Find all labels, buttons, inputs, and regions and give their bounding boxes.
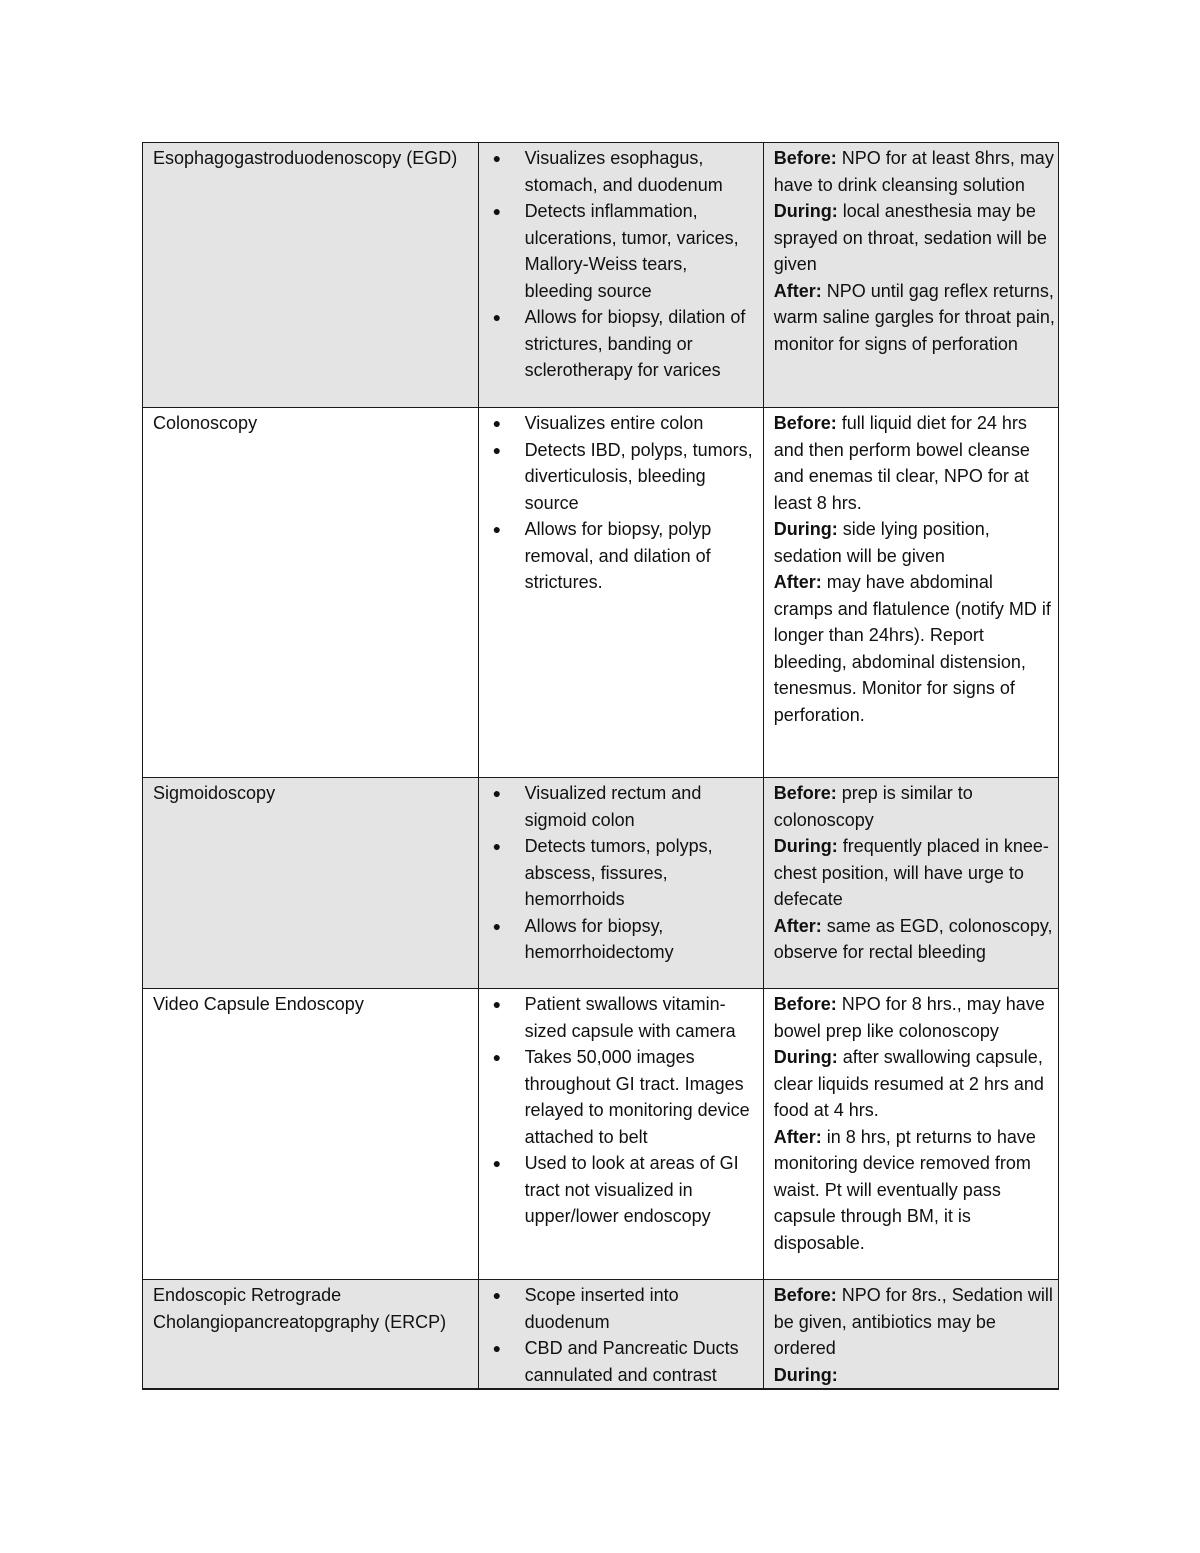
- bullet-icon: ●: [492, 1340, 502, 1356]
- findings-cell: [478, 408, 763, 778]
- findings-list: [479, 1282, 763, 1388]
- after-text: same as EGD, colonoscopy, observe for rectal bleeding: [773, 915, 1053, 962]
- during-text: side lying position, sedation will be given: [773, 519, 990, 566]
- during-label: During:: [773, 1047, 838, 1067]
- findings-list: [479, 145, 763, 384]
- before-text: NPO for 8 hrs., may have bowel prep like colonoscopy: [773, 994, 1045, 1041]
- procedure-name-cell: [143, 408, 479, 778]
- procedure-name: Esophagogastroduodenoscopy (EGD): [153, 148, 458, 168]
- findings-list: [479, 780, 763, 966]
- after-label: After:: [773, 915, 822, 936]
- table-row: [143, 1280, 1059, 1390]
- bullet-icon: ●: [492, 996, 502, 1012]
- before-line: [774, 145, 1056, 198]
- during-text: local anesthesia may be sprayed on throat, sedation will be given: [773, 201, 1047, 274]
- procedure-name: Video Capsule Endoscopy: [153, 994, 364, 1014]
- after-text: in 8 hrs, pt returns to have monitoring device removed from waist. Pt will eventually pass capsule through BM, it is disposable.: [773, 1126, 1036, 1253]
- during-line: [774, 198, 1056, 278]
- during-line: [774, 833, 1056, 913]
- before-line: [774, 780, 1056, 833]
- finding-text: Detects inflammation, ulcerations, tumor, varices, Mallory-Weiss tears, bleeding source: [524, 201, 739, 301]
- finding-text: Scope inserted into duodenum: [524, 1285, 679, 1332]
- after-text: may have abdominal cramps and flatulence (notify MD if longer than 24hrs). Report bleeding, abdominal distension, tenesmus. Monitor for signs of perforation.: [773, 572, 1051, 725]
- bullet-icon: ●: [492, 1287, 502, 1303]
- during-line: [774, 1044, 1056, 1124]
- finding-text: Detects IBD, polyps, tumors, diverticulosis, bleeding source: [524, 439, 753, 513]
- bullet-icon: ●: [492, 917, 502, 934]
- before-label: Before:: [773, 1285, 837, 1305]
- during-text: after swallowing capsule, clear liquids resumed at 2 hrs and food at 4 hrs.: [773, 1047, 1044, 1120]
- before-text: NPO for 8rs., Sedation will be given, antibiotics may be ordered: [773, 1285, 1053, 1358]
- before-text: prep is similar to colonoscopy: [773, 783, 973, 830]
- findings-cell: [478, 1280, 763, 1390]
- list-item: [479, 145, 763, 198]
- findings-list: [479, 991, 763, 1230]
- bullet-icon: ●: [492, 150, 502, 166]
- list-item: [479, 198, 763, 304]
- finding-text: Patient swallows vitamin-sized capsule with camera: [524, 994, 736, 1041]
- list-item: [479, 437, 763, 517]
- table-row: [143, 408, 1059, 778]
- bullet-icon: ●: [492, 309, 502, 325]
- before-label: Before:: [773, 994, 837, 1014]
- after-label: After:: [773, 280, 822, 301]
- finding-text: Used to look at areas of GI tract not visualized in upper/lower endoscopy: [524, 1153, 739, 1226]
- care-cell: [763, 778, 1058, 989]
- during-text: frequently placed in knee-chest position, will have urge to defecate: [773, 836, 1049, 909]
- before-label: Before:: [773, 148, 837, 168]
- list-item: [479, 780, 763, 833]
- bullet-icon: ●: [492, 1155, 502, 1171]
- after-text: NPO until gag reflex returns, warm saline gargles for throat pain, monitor for signs of perforation: [773, 280, 1055, 354]
- before-text: NPO for at least 8hrs, may have to drink cleansing solution: [773, 148, 1054, 195]
- table-row: [143, 989, 1059, 1280]
- list-item: [479, 991, 763, 1044]
- bullet-icon: ●: [492, 521, 502, 537]
- list-item: [479, 516, 763, 596]
- during-label: During:: [773, 201, 838, 221]
- table-row: [143, 143, 1059, 408]
- after-line: [774, 913, 1056, 966]
- before-label: Before:: [773, 413, 837, 433]
- bullet-icon: ●: [492, 838, 502, 854]
- findings-cell: [478, 143, 763, 408]
- finding-text: Allows for biopsy, dilation of strictures, banding or sclerotherapy for varices: [524, 307, 746, 380]
- care-cell: [763, 989, 1058, 1280]
- after-line: [774, 1124, 1056, 1257]
- after-label: After:: [773, 572, 822, 592]
- findings-cell: [478, 989, 763, 1280]
- list-item: [479, 410, 763, 437]
- before-text: full liquid diet for 24 hrs and then perform bowel cleanse and enemas til clear, NPO for at least 8 hrs.: [773, 413, 1030, 513]
- findings-cell: [478, 778, 763, 989]
- list-item: [479, 1282, 763, 1335]
- care-cell: [763, 1280, 1058, 1390]
- during-line: [774, 1362, 1056, 1389]
- table-row: [143, 778, 1059, 989]
- list-item: [479, 1150, 763, 1230]
- list-item: [479, 1044, 763, 1150]
- list-item: [479, 833, 763, 913]
- bullet-icon: ●: [492, 785, 502, 801]
- before-line: [774, 410, 1056, 516]
- bullet-icon: ●: [492, 203, 502, 219]
- care-cell: [763, 143, 1058, 408]
- finding-text: Takes 50,000 images throughout GI tract. Images relayed to monitoring device attached to belt: [524, 1047, 750, 1147]
- procedure-name: Colonoscopy: [153, 413, 258, 433]
- after-line: [774, 278, 1056, 358]
- list-item: [479, 1335, 763, 1388]
- procedure-name: Endoscopic Retrograde Cholangiopancreatopgraphy (ERCP): [153, 1285, 447, 1332]
- procedure-name-cell: [143, 989, 479, 1280]
- before-line: [774, 1282, 1056, 1362]
- finding-text: CBD and Pancreatic Ducts cannulated and contrast: [524, 1338, 739, 1385]
- during-label: During:: [773, 836, 838, 856]
- during-label: During:: [773, 1364, 838, 1385]
- bullet-icon: ●: [492, 441, 502, 458]
- after-label: After:: [773, 1126, 822, 1147]
- findings-list: [479, 410, 763, 596]
- care-cell: [763, 408, 1058, 778]
- procedure-name-cell: [143, 778, 479, 989]
- finding-text: Visualizes entire colon: [524, 413, 704, 433]
- procedures-table: [142, 142, 1059, 1390]
- finding-text: Visualizes esophagus, stomach, and duodenum: [524, 148, 723, 195]
- bullet-icon: ●: [492, 1049, 502, 1065]
- during-label: During:: [773, 519, 838, 539]
- before-line: [774, 991, 1056, 1044]
- list-item: [479, 913, 763, 966]
- procedure-name-cell: [143, 1280, 479, 1390]
- after-line: [774, 569, 1056, 728]
- finding-text: Allows for biopsy, polyp removal, and dilation of strictures.: [524, 519, 712, 592]
- finding-text: Detects tumors, polyps, abscess, fissures, hemorrhoids: [524, 836, 713, 909]
- during-line: [774, 516, 1056, 569]
- finding-text: Visualized rectum and sigmoid colon: [524, 783, 702, 830]
- procedure-name-cell: [143, 143, 479, 408]
- bullet-icon: ●: [492, 415, 502, 431]
- before-label: Before:: [773, 783, 837, 803]
- list-item: [479, 304, 763, 384]
- finding-text: Allows for biopsy, hemorrhoidectomy: [524, 915, 674, 962]
- procedure-name: Sigmoidoscopy: [153, 783, 276, 803]
